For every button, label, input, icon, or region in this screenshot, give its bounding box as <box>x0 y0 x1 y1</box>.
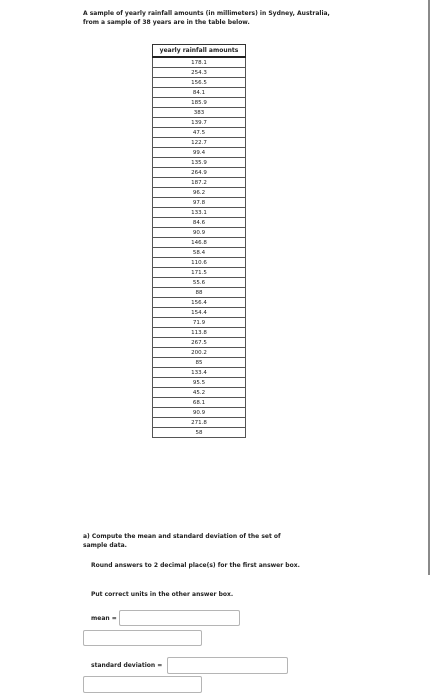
standard-deviation-units-input[interactable] <box>83 676 202 693</box>
table-row <box>153 288 246 298</box>
rainfall-value-cell: 264.9 <box>153 168 246 178</box>
table-row <box>153 338 246 348</box>
table-row <box>153 298 246 308</box>
mean-input[interactable] <box>119 610 240 626</box>
table-row <box>153 178 246 188</box>
rainfall-value-cell: 84.1 <box>153 88 246 98</box>
rainfall-value-cell: 47.5 <box>153 128 246 138</box>
scrollbar[interactable] <box>428 0 430 575</box>
table-row <box>153 78 246 88</box>
rainfall-value-cell: 171.5 <box>153 268 246 278</box>
table-row <box>153 158 246 168</box>
rainfall-value-cell: 97.8 <box>153 198 246 208</box>
table-row <box>153 138 246 148</box>
rainfall-table <box>152 44 246 438</box>
table-row <box>153 378 246 388</box>
rainfall-value-cell: 178.1 <box>153 57 246 68</box>
rainfall-value-cell: 156.4 <box>153 298 246 308</box>
rainfall-value-cell: 90.9 <box>153 408 246 418</box>
rainfall-value-cell: 122.7 <box>153 138 246 148</box>
table-row <box>153 148 246 158</box>
table-row <box>153 268 246 278</box>
rainfall-value-cell: 96.2 <box>153 188 246 198</box>
table-row <box>153 108 246 118</box>
table-row <box>153 57 246 68</box>
problem-intro: A sample of yearly rainfall amounts (in millimeters) in Sydney, Australia, from a sample of 38 years are in the table below. <box>83 10 330 26</box>
table-row <box>153 398 246 408</box>
rainfall-value-cell: 55.6 <box>153 278 246 288</box>
table-row <box>153 308 246 318</box>
rainfall-value-cell: 154.4 <box>153 308 246 318</box>
standard-deviation-label: standard deviation = <box>91 662 163 669</box>
rainfall-value-cell: 383 <box>153 108 246 118</box>
table-row <box>153 428 246 438</box>
table-row <box>153 218 246 228</box>
rainfall-value-cell: 95.5 <box>153 378 246 388</box>
table-body <box>153 57 246 438</box>
table-row <box>153 328 246 338</box>
table-row <box>153 388 246 398</box>
column-header: yearly rainfall amounts <box>153 45 246 58</box>
rainfall-value-cell: 90.9 <box>153 228 246 238</box>
units-instruction: Put correct units in the other answer box. <box>91 591 234 598</box>
table-row <box>153 88 246 98</box>
table-row <box>153 198 246 208</box>
table-row <box>153 408 246 418</box>
rainfall-value-cell: 271.8 <box>153 418 246 428</box>
table-row <box>153 278 246 288</box>
table-row <box>153 368 246 378</box>
table-row <box>153 248 246 258</box>
table-row <box>153 188 246 198</box>
table-header-row <box>153 45 246 58</box>
rainfall-value-cell: 85 <box>153 358 246 368</box>
rainfall-value-cell: 156.5 <box>153 78 246 88</box>
table-row <box>153 418 246 428</box>
rainfall-value-cell: 187.2 <box>153 178 246 188</box>
table-row <box>153 68 246 78</box>
rainfall-value-cell: 185.9 <box>153 98 246 108</box>
mean-units-input[interactable] <box>83 630 202 646</box>
mean-label: mean = <box>91 615 117 622</box>
table-row <box>153 128 246 138</box>
rainfall-value-cell: 88 <box>153 288 246 298</box>
table-row <box>153 98 246 108</box>
rainfall-value-cell: 139.7 <box>153 118 246 128</box>
table-row <box>153 348 246 358</box>
rainfall-value-cell: 58.4 <box>153 248 246 258</box>
rainfall-value-cell: 135.9 <box>153 158 246 168</box>
table-row <box>153 318 246 328</box>
rainfall-value-cell: 45.2 <box>153 388 246 398</box>
rainfall-value-cell: 200.2 <box>153 348 246 358</box>
table-row <box>153 118 246 128</box>
rainfall-value-cell: 254.3 <box>153 68 246 78</box>
rounding-instruction: Round answers to 2 decimal place(s) for the first answer box. <box>91 562 300 569</box>
rainfall-value-cell: 68.1 <box>153 398 246 408</box>
table-row <box>153 168 246 178</box>
rainfall-value-cell: 113.8 <box>153 328 246 338</box>
table-row <box>153 358 246 368</box>
standard-deviation-input[interactable] <box>167 657 288 674</box>
rainfall-value-cell: 58 <box>153 428 246 438</box>
table-row <box>153 208 246 218</box>
rainfall-value-cell: 267.5 <box>153 338 246 348</box>
table-row <box>153 238 246 248</box>
rainfall-value-cell: 110.6 <box>153 258 246 268</box>
rainfall-value-cell: 71.9 <box>153 318 246 328</box>
table-row <box>153 258 246 268</box>
rainfall-value-cell: 99.4 <box>153 148 246 158</box>
question-part-a: a) Compute the mean and standard deviation of the set of sample data. <box>83 533 281 549</box>
rainfall-value-cell: 84.6 <box>153 218 246 228</box>
rainfall-value-cell: 133.4 <box>153 368 246 378</box>
table-row <box>153 228 246 238</box>
rainfall-value-cell: 133.1 <box>153 208 246 218</box>
rainfall-value-cell: 146.8 <box>153 238 246 248</box>
